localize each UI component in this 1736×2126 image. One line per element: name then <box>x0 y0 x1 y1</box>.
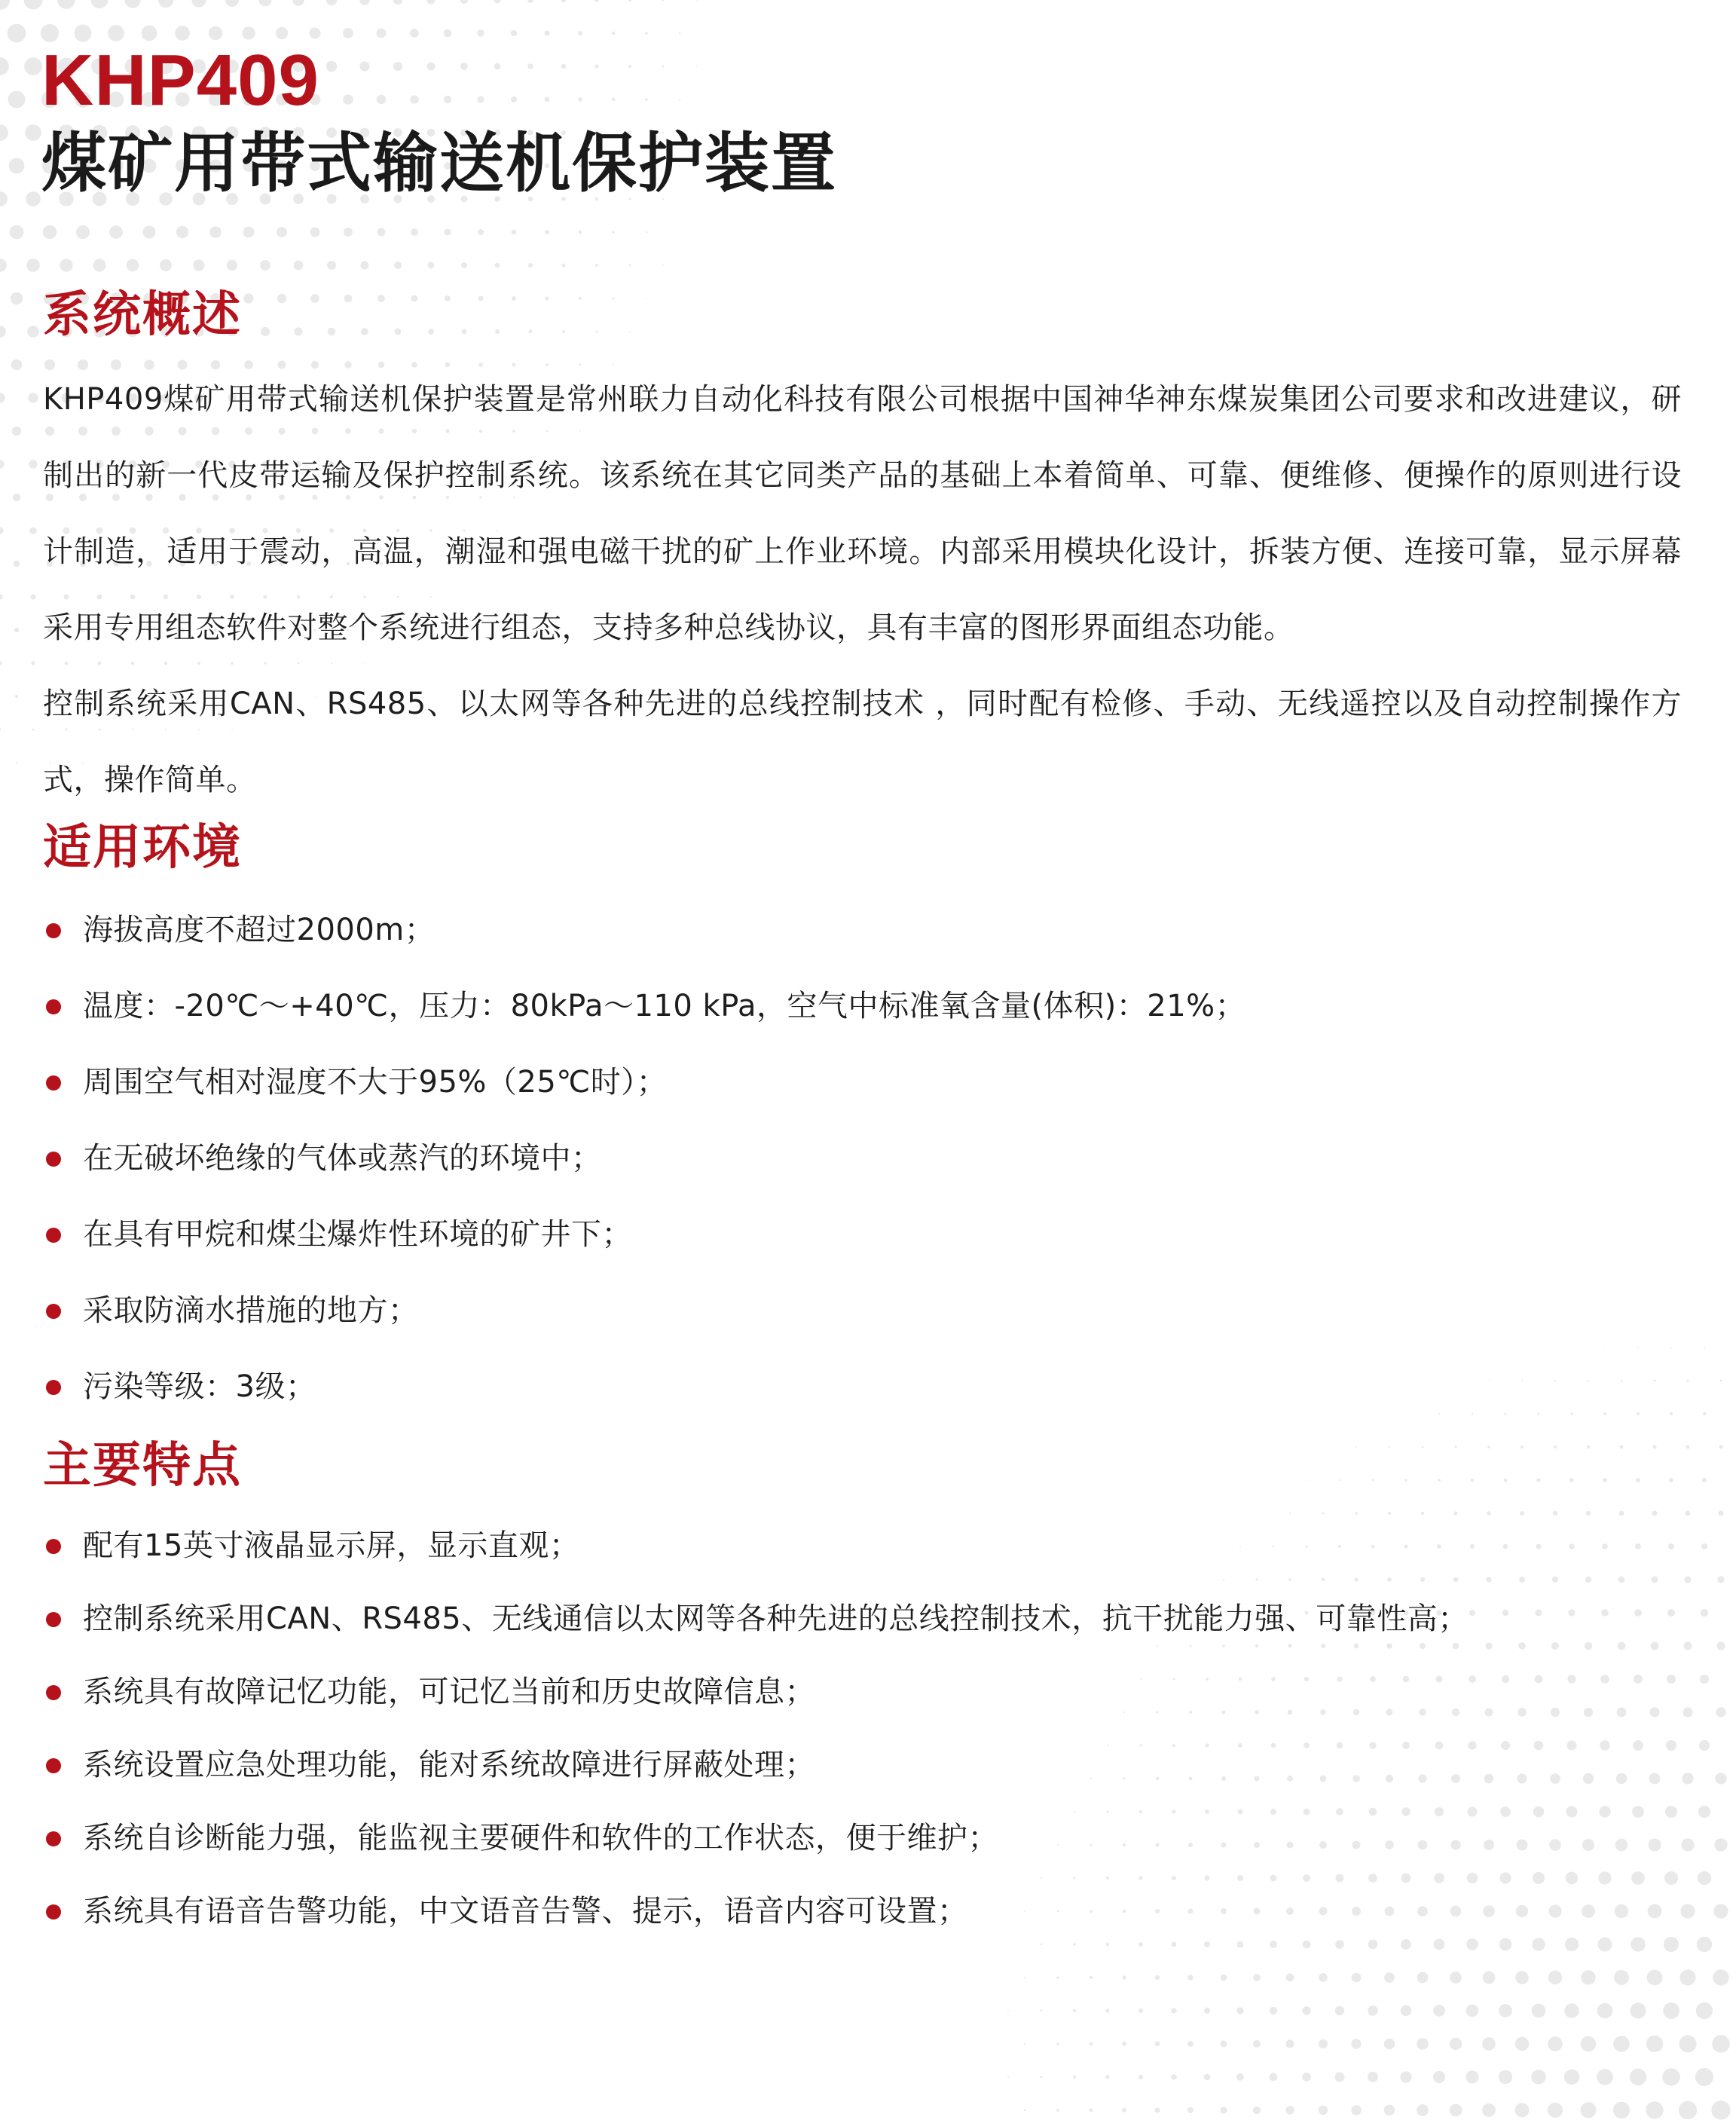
list-item-text: 在具有甲烷和煤尘爆炸性环境的矿井下； <box>83 1217 632 1252</box>
list-item-text: 海拔高度不超过2000m； <box>83 913 436 947</box>
overview-paragraph: KHP409煤矿用带式输送机保护装置是常州联力自动化科技有限公司根据中国神华神东煤炭集团公司要求和改进建议，研制出的新一代皮带运输及保护控制系统。该系统在其它同类产品的基础上本着简单、可靠、便维修、便操作的原则进行设计制造，适用于震动，高温，潮湿和强电磁干扰的矿上作业环境。内部采用模块化设计，拆装方便、连接可靠，显示屏幕采用专用组态软件对整个系统进行组态，支持多种总线协议，具有丰富的图形界面组态功能。 <box>43 382 1682 645</box>
list-item <box>43 968 1682 1045</box>
overview-text <box>43 362 1682 818</box>
bullet-dot-icon <box>46 1685 61 1700</box>
bullet-dot-icon <box>46 1831 61 1846</box>
bullet-dot-icon <box>46 1612 61 1627</box>
product-name: 煤矿用带式输送机保护装置 <box>41 126 837 201</box>
list-item <box>43 1121 1682 1197</box>
list-item-text: 配有15英寸液晶显示屏，显示直观； <box>83 1528 580 1563</box>
bullet-dot-icon <box>46 1539 61 1554</box>
overview-paragraph: 控制系统采用CAN、RS485、以太网等各种先进的总线控制技术 ，同时配有检修、手动、无线遥控以及自动控制操作方式，操作简单。 <box>43 687 1682 797</box>
environment-list <box>43 892 1682 1425</box>
list-item-text: 温度：-20℃～+40℃，压力：80kPa～110 kPa，空气中标准氧含量(体积)：21%； <box>83 989 1246 1023</box>
list-item-text: 系统自诊断能力强，能监视主要硬件和软件的工作状态，便于维护； <box>83 1821 998 1855</box>
list-item <box>43 1802 1682 1875</box>
bullet-dot-icon <box>46 999 61 1014</box>
list-item <box>43 1349 1682 1425</box>
list-item <box>43 1197 1682 1273</box>
section-heading-overview: 系统概述 <box>43 287 242 343</box>
list-item <box>43 1510 1682 1583</box>
list-item-text: 在无破坏绝缘的气体或蒸汽的环境中； <box>83 1141 602 1176</box>
product-code: KHP409 <box>41 40 319 121</box>
section-heading-features: 主要特点 <box>43 1438 242 1494</box>
list-item <box>43 1875 1682 1948</box>
bullet-dot-icon <box>46 1075 61 1091</box>
list-item-text: 采取防滴水措施的地方； <box>83 1293 419 1328</box>
list-item-text: 控制系统采用CAN、RS485、无线通信以太网等各种先进的总线控制技术，抗干扰能力强、可靠性高； <box>83 1601 1469 1636</box>
list-item <box>43 1656 1682 1729</box>
bullet-dot-icon <box>46 1380 61 1395</box>
bullet-dot-icon <box>46 1904 61 1920</box>
list-item <box>43 892 1682 968</box>
list-item-text: 系统设置应急处理功能，能对系统故障进行屏蔽处理； <box>83 1748 815 1782</box>
bullet-dot-icon <box>46 1152 61 1167</box>
list-item <box>43 1583 1682 1656</box>
list-item <box>43 1729 1682 1802</box>
list-item-text: 周围空气相对湿度不大于95%（25℃时）； <box>83 1065 668 1100</box>
list-item <box>43 1045 1682 1121</box>
list-item-text: 污染等级：3级； <box>83 1369 316 1404</box>
list-item-text: 系统具有故障记忆功能，可记忆当前和历史故障信息； <box>83 1675 815 1709</box>
list-item <box>43 1273 1682 1349</box>
bullet-dot-icon <box>46 1758 61 1773</box>
features-list <box>43 1510 1682 1948</box>
bullet-dot-icon <box>46 1228 61 1243</box>
section-heading-environment: 适用环境 <box>43 820 242 876</box>
list-item-text: 系统具有语音告警功能，中文语音告警、提示，语音内容可设置； <box>83 1894 968 1929</box>
bullet-dot-icon <box>46 1304 61 1319</box>
bullet-dot-icon <box>46 923 61 938</box>
